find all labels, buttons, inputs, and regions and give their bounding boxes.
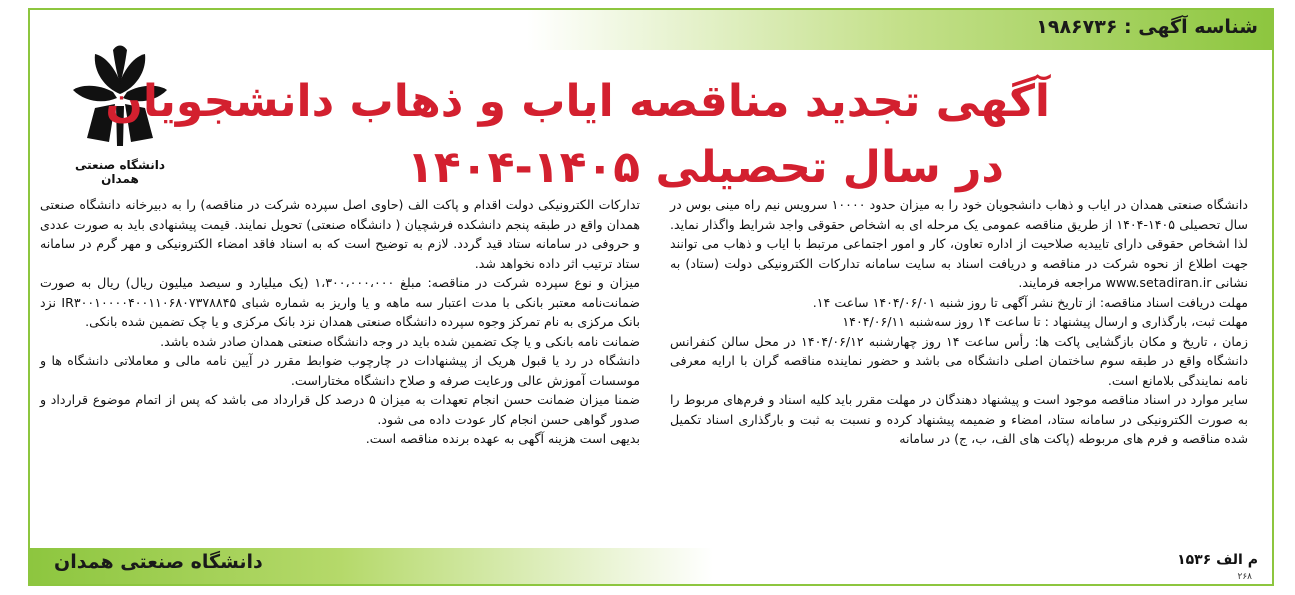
ad-title-line-2: در سال تحصیلی ۱۴۰۵-۱۴۰۴ bbox=[407, 142, 1004, 193]
paragraph: تدارکات الکترونیکی دولت اقدام و پاکت الف (حاوی اصل سپرده شرکت در مناقصه) را به دبیرخانه دانشگاه صنعتی همدان واقع در طبقه پنجم دانشکده فرشچیان ( دانشگاه صنعتی) تحویل نمایند. قیمت پیشنهادی باید به صورت عددی و حروفی در سامانه ستاد قید گردد. لازم به توضیح است که به اسناد فاقد امضاء الکترونیکی و مهر گرم در سامانه ستاد ترتیب اثر داده نخواهد شد. bbox=[40, 197, 640, 271]
paragraph: ضمنا میزان ضمانت حسن انجام تعهدات به میزان ۵ درصد کل قرارداد می باشد که پس از اتمام موضوع قرارداد و صدور گواهی حسن انجام کار عودت داده می شود. bbox=[40, 392, 640, 427]
ad-frame bbox=[28, 8, 1274, 586]
paragraph: مهلت ثبت، بارگذاری و ارسال پیشنهاد : تا ساعت ۱۴ روز سه‌شنبه ۱۴۰۴/۰۶/۱۱ bbox=[842, 314, 1248, 329]
page-number: ۲۶۸ bbox=[1237, 572, 1252, 582]
body-column-right bbox=[670, 195, 1248, 449]
paragraph: دانشگاه در رد یا قبول هریک از پیشنهادات در چارچوب ضوابط مقرر در آیین نامه مالی و معاملاتی دانشگاه ها و موسسات آموزش عالی ورعایت صرفه و صلاح دانشگاه مختاراست. bbox=[40, 353, 640, 388]
reference-code: م الف ۱۵۳۶ bbox=[1177, 552, 1258, 568]
paragraph: میزان و نوع سپرده شرکت در مناقصه: مبلغ ۱،۳۰۰،۰۰۰،۰۰۰ (یک میلیارد و سیصد میلیون ریال) ریال به صورت ضمانت‌نامه معتبر بانکی با مدت اعتبار سه ماهه و یا واریز به شماره شبای IR۳۰۰۱۰۰۰۰۴۰۰۱۱۰۶۸۰۷۳۷۸۸۴۵ نزد بانک مرکزی به نام تمرکز وجوه سپرده دانشگاه صنعتی همدان نزد بانک مرکزی و یا چک تضمین شده بانکی. bbox=[40, 275, 640, 329]
ad-id-label: شناسه آگهی : ۱۹۸۶۷۳۶ bbox=[1036, 16, 1258, 38]
paragraph: مهلت دریافت اسناد مناقصه: از تاریخ نشر آگهی تا روز شنبه ۱۴۰۴/۰۶/۰۱ ساعت ۱۴. bbox=[812, 294, 1248, 310]
paragraph: بدیهی است هزینه آگهی به عهده برنده مناقصه است. bbox=[365, 431, 640, 446]
body-column-left bbox=[40, 195, 640, 449]
paragraph: زمان ، تاریخ و مکان بازگشایی پاکت ها: رأس ساعت ۱۴ روز چهارشنبه ۱۴۰۴/۰۶/۱۲ در محل سالن کنفرانس دانشگاه واقع در طبقه سوم ساختمان اصلی دانشگاه می باشد و حضور نماینده مناقصه گران با ارایه معرفی نامه نمایندگی بلامانع است. bbox=[670, 333, 1248, 388]
paragraph: ضمانت نامه بانکی و یا چک تضمین شده باید در وجه دانشگاه صنعتی همدان صادر شده باشد. bbox=[160, 333, 640, 349]
paragraph: سایر موارد در اسناد مناقصه موجود است و پیشنهاد دهندگان در مهلت مقرر باید کلیه اسناد و فرم‌های مربوط را به صورت الکترونیکی در سامانه ستاد، امضاء و ضمیمه پیشنهاد کرده و نسبت به ثبت و بارگذاری اسناد تکمیل شده مناقصه و فرم های مربوطه (پاکت های الف، ب، ج) در سامانه bbox=[670, 392, 1248, 446]
footer-organization-name: دانشگاه صنعتی همدان bbox=[54, 551, 263, 573]
paragraph: دانشگاه صنعتی همدان در ایاب و ذهاب دانشجویان خود را به میزان حدود ۱۰۰۰۰ سرویس نیم راه مینی بوس در سال تحصیلی ۱۴۰۵-۱۴۰۴ از طریق مناقصه عمومی یک مرحله ای به اشخاص حقوقی واجد شرایط واگذار نماید. لذا اشخاص حقوقی دارای تاییدیه صلاحیت از اداره تعاون، کار و امور اجتماعی مرتبط با ایاب و ذهاب می توانند جهت اطلاع از نحوه شرکت در مناقصه و دریافت اسناد به سایت سامانه تدارکات الکترونیکی دولت (ستاد) به نشانی www.setadiran.ir مراجعه فرمایند. bbox=[670, 197, 1248, 290]
ad-title-line-1: آگهی تجدید مناقصه ایاب و ذهاب دانشجویان bbox=[105, 76, 1050, 127]
logo-caption: دانشگاه صنعتی همدان bbox=[74, 158, 166, 186]
